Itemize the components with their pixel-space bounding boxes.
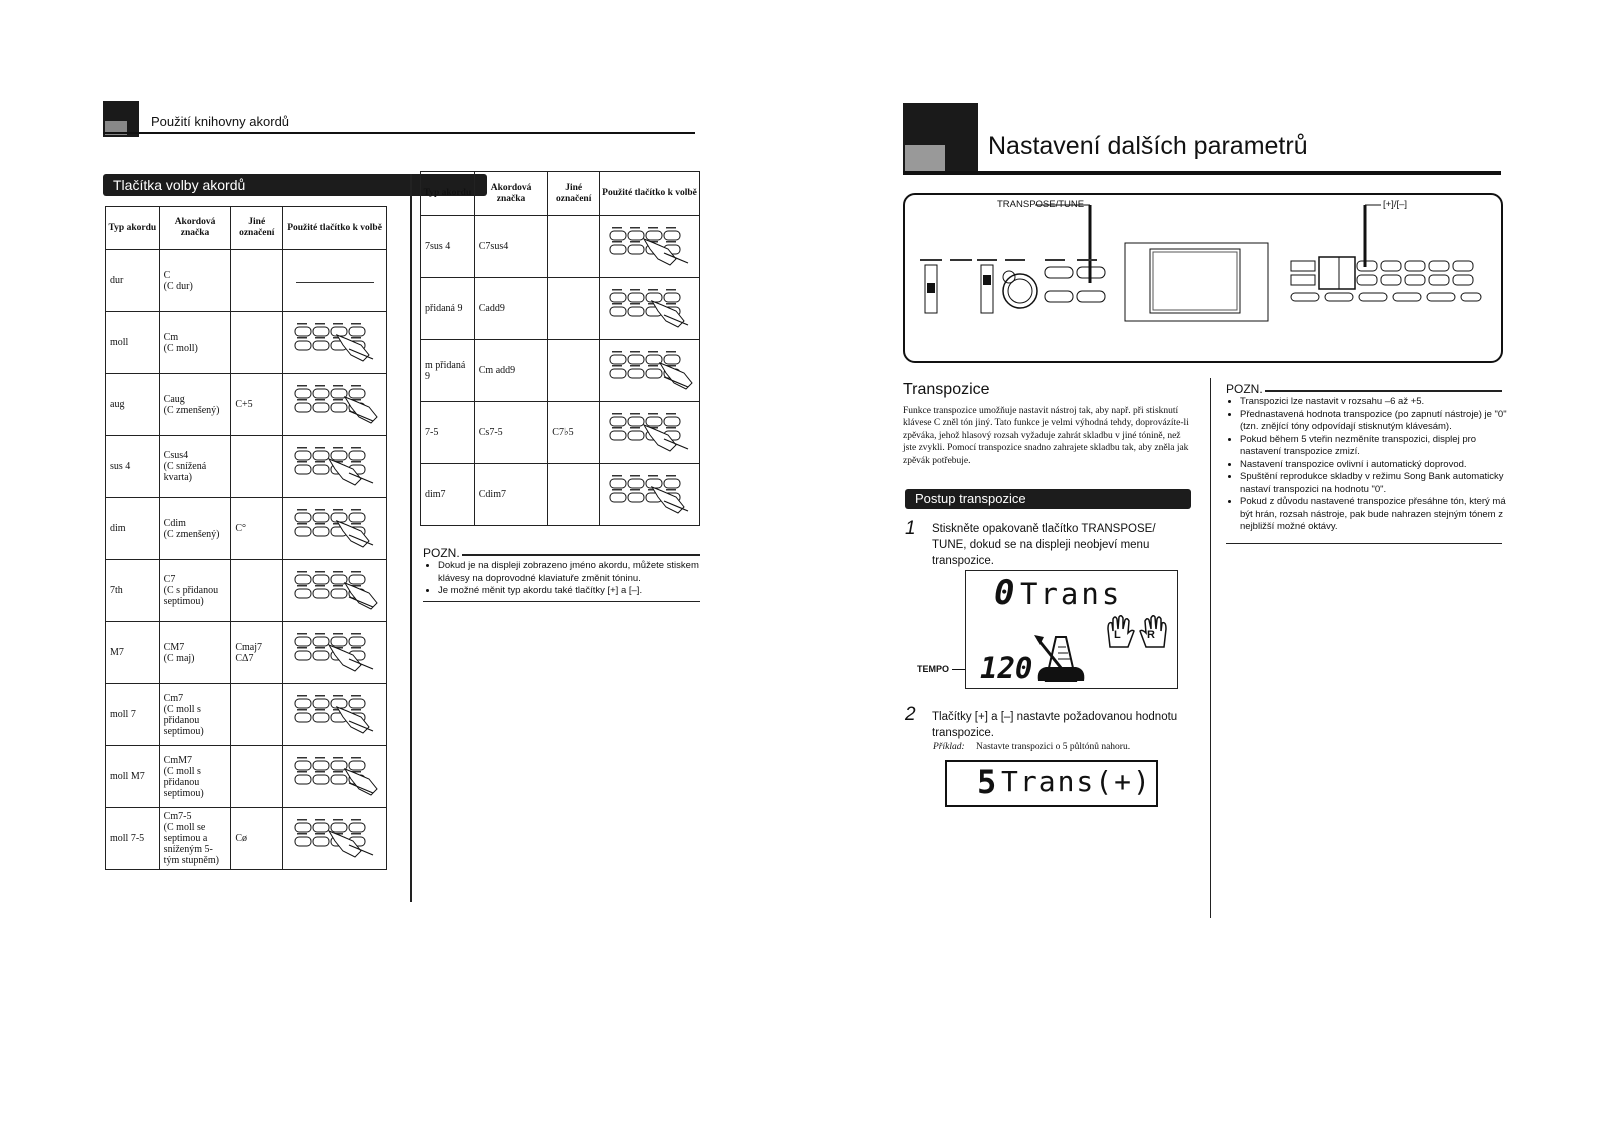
chord-symbol: Cs7-5 [478,427,503,438]
chord-other-name: C° [231,498,283,560]
chord-other-name [231,250,283,312]
chord-symbol: Csus4 [163,450,189,461]
chord-button-illustration [289,505,381,549]
notes-right [1226,396,1516,534]
chord-table-a [105,206,387,870]
chord-symbol-note: (C dur) [163,280,193,292]
chord-symbol: Cdim [163,517,186,529]
chord-symbol-cell [159,498,231,560]
chord-type: dur [106,250,160,312]
table-row [421,340,700,402]
col-header-symbol: Akordová značka [159,207,231,250]
table-row [106,312,387,374]
table-row [421,278,700,340]
chord-symbol-cell [159,250,231,312]
chord-buttons-cell [600,216,700,278]
chord-symbol-cell [159,312,231,374]
table-row [106,374,387,436]
chord-other-name: C7♭5 [548,402,600,464]
lcd2-transpose-value: 5 [977,763,997,801]
chord-symbol-cell [474,340,548,402]
table-row [421,464,700,526]
metronome-icon [1032,629,1086,685]
chord-buttons-cell [283,746,387,808]
hand-right-label: R [1147,629,1155,641]
table-row [106,498,387,560]
chord-symbol-note: (C snížená kvarta) [163,461,207,483]
chord-other-name [548,216,600,278]
chord-type: aug [106,374,160,436]
chord-button-illustration [604,223,696,267]
chord-button-illustration [289,753,381,797]
chord-symbol-note: (C moll) [163,342,198,354]
lcd-display-step2 [945,760,1158,807]
note-item: • Dokud je na displeji zobrazeno jméno akordu, můžete stiskem klávesy na doprovodné klaviatuře změnit tóninu. [438,560,714,585]
tempo-label: TEMPO [917,664,950,674]
chord-other-name [231,560,283,622]
example-label: Příklad: [933,742,965,752]
header-rule-left [103,132,695,134]
chord-other-name [548,340,600,402]
chord-button-illustration [289,567,381,611]
chord-symbol: CM7 [163,641,185,653]
chord-symbol: C7 [163,574,176,585]
chord-button-illustration [289,815,381,859]
col-header-buttons: Použité tlačítko k volbě [283,207,387,250]
note-item: • Přednastavená hodnota transpozice (po zapnutí nástroje) je "0" (tzn. znějící tóny odpovídají stisknutým klávesám). [1240,409,1516,434]
step-1-text: Stiskněte opakovaně tlačítko TRANSPOSE/ TUNE, dokud se na displeji neobjeví menu transpozice. [932,523,1156,567]
chord-button-illustration [289,381,381,425]
chord-symbol-note: (C moll se septimou a sníženým 5-tým stupněm) [163,822,219,866]
lcd-transpose-value: 0 [994,573,1015,613]
chord-symbol-cell [159,374,231,436]
no-button-dash [296,282,374,283]
label-transpose-tune: TRANSPOSE/TUNE [997,199,1085,210]
chord-buttons-cell [283,436,387,498]
label-plus-minus: [+]/[–] [1383,199,1408,210]
note-rule-left [462,554,700,556]
col-header-other: Jiné označení [231,207,283,250]
chord-buttons-cell [283,312,387,374]
note-item: • Pokud během 5 vteřin nezměníte transpozici, displej pro nastavení transpozice zmizí. [1240,434,1516,459]
table-row [106,560,387,622]
chord-other-name: Cmaj7 CΔ7 [231,622,283,684]
chord-symbol-cell [159,622,231,684]
chord-symbol-cell [159,560,231,622]
chord-symbol-cell [474,278,548,340]
chord-button-illustration [289,629,381,673]
step-1-number: 1 [905,518,916,539]
chord-symbol-cell [474,402,548,464]
chord-buttons-cell [600,340,700,402]
chord-symbol-cell [159,684,231,746]
chord-buttons-cell [283,560,387,622]
chord-other-name [548,278,600,340]
note-item: • Spuštění reprodukce skladby v režimu Song Bank automaticky nastaví transpozici na hodnotu "0". [1240,471,1516,496]
chord-symbol-cell [159,746,231,808]
chord-type: moll 7 [106,684,160,746]
chord-type: 7-5 [421,402,475,464]
chord-symbol: Caug [163,393,185,405]
note-bottom-rule-right [1226,543,1502,544]
table-row [106,746,387,808]
header-rule-right [903,171,1501,175]
page-header-left: Použití knihovny akordů [151,114,290,129]
col-header-buttons: Použité tlačítko k volbě [600,172,700,216]
chord-other-name: C+5 [231,374,283,436]
chord-symbol-cell [474,464,548,526]
chord-button-illustration [604,285,696,329]
chord-button-illustration [289,691,381,735]
col-header-other: Jiné označení [548,172,600,216]
chord-type: moll M7 [106,746,160,808]
chord-symbol: CmM7 [163,754,193,766]
column-divider-right [1210,378,1211,918]
table-row [106,436,387,498]
table-row [106,684,387,746]
chord-symbol: C [163,269,171,281]
chord-buttons-cell [283,250,387,312]
chord-button-illustration [289,443,381,487]
chord-buttons-cell [283,684,387,746]
chord-buttons-cell [283,374,387,436]
chord-type: dim [106,498,160,560]
hand-left-label: L [1114,629,1121,641]
lcd2-mode-text: Trans(+) [1001,765,1152,798]
transpose-intro: Funkce transpozice umožňuje nastavit nástroj tak, aby např. při stisknutí klávese C zněl tón jiný. Tato funkce je velmi výhodná tehdy, doprovázíte-li zpěváka, jehož hlasový rozsah vyžaduje zahrát skladbu v jiné tónině, než jste zvykli. Pomocí transpozice snadno zahrajete skladbu tak, aby zněla jak zpěvák potřebuje. [903,406,1189,466]
chord-button-illustration [604,347,696,391]
table-row [421,402,700,464]
chord-button-illustration [604,471,696,515]
panel-drawing [905,195,1501,361]
note-item: • Je možné měnit typ akordu také tlačítky [+] a [–]. [438,585,714,598]
chord-button-illustration [604,409,696,453]
chord-type: sus 4 [106,436,160,498]
chord-buttons-cell [283,808,387,870]
col-header-type: Typ akordu [106,207,160,250]
chord-symbol: Cm add9 [478,365,516,376]
note-bottom-rule-left [423,601,700,602]
chord-other-name [231,312,283,374]
section-title-procedure: Postup transpozice [905,489,1191,509]
chord-other-name: Cø [231,808,283,870]
table-row [106,808,387,870]
chord-type: moll 7-5 [106,808,160,870]
chord-table-b [420,171,700,526]
col-header-symbol: Akordová značka [474,172,548,216]
chord-symbol-note: (C s přidanou septimou) [163,585,219,607]
chord-buttons-cell [283,622,387,684]
chord-symbol-note: (C zmenšený) [163,404,220,416]
chord-symbol-cell [159,808,231,870]
chord-button-illustration [289,319,381,363]
chord-symbol: C7sus4 [478,241,509,252]
chord-symbol: Cadd9 [478,303,505,314]
chord-symbol-note: (C zmenšený) [163,528,220,540]
section-title-chord-buttons: Tlačítka volby akordů [103,174,487,196]
chord-buttons-cell [600,402,700,464]
section-title-transpose: Transpozice [903,381,990,398]
chord-type: M7 [106,622,160,684]
lcd-mode-text: Trans [1020,577,1123,611]
chord-type: 7sus 4 [421,216,475,278]
keyboard-panel-illustration [903,193,1503,363]
page-header-right: Nastavení dalších parametrů [988,132,1308,160]
note-item: • Transpozici lze nastavit v rozsahu –6 až +5. [1240,396,1516,409]
chord-type: 7th [106,560,160,622]
chord-type: dim7 [421,464,475,526]
chord-symbol: Cdim7 [478,489,506,500]
column-divider [410,174,412,902]
chord-symbol-note: (C moll s přidanou septimou) [163,765,204,799]
step-2-text: Tlačítky [+] a [–] nastavte požadovanou hodnotu transpozice. [932,711,1178,739]
col-header-type: Typ akordu [421,172,475,216]
chord-other-name [231,746,283,808]
lcd-display-step1 [965,570,1178,689]
note-title-left: POZN. [423,546,460,560]
chord-other-name [548,464,600,526]
table-row [106,250,387,312]
chord-buttons-cell [600,278,700,340]
chord-symbol: Cm [163,331,179,343]
chord-type: m přidaná 9 [421,340,475,402]
chord-buttons-cell [283,498,387,560]
table-row [421,216,700,278]
chord-other-name [231,684,283,746]
chord-symbol-note: (C maj) [163,652,195,664]
lcd-tempo-value: 120 [980,651,1033,685]
note-title-right: POZN. [1226,382,1263,396]
chord-symbol-note: (C moll s přidanou septimou) [163,703,204,737]
notes-left [424,560,714,598]
step-2-number: 2 [905,704,916,725]
chord-symbol: Cm7 [163,692,184,704]
chord-symbol-cell [474,216,548,278]
note-item: • Pokud z důvodu nastavené transpozice přesáhne tón, který má být hrán, rozsah nástroje, pak bude nahrazen stejným tónem z nejbližší možné oktávy. [1240,496,1516,534]
chord-type: moll [106,312,160,374]
chord-buttons-cell [600,464,700,526]
example-text: Nastavte transpozici o 5 půltónů nahoru. [976,742,1131,752]
chord-type: přidaná 9 [421,278,475,340]
header-marker-right [903,103,978,175]
chord-other-name [231,436,283,498]
note-item: • Nastavení transpozice ovlivní i automatický doprovod. [1240,459,1516,472]
chord-symbol: Cm7-5 [163,811,192,822]
chord-symbol-cell [159,436,231,498]
tempo-label-line [952,669,965,670]
table-row [106,622,387,684]
note-rule-right [1265,390,1502,392]
